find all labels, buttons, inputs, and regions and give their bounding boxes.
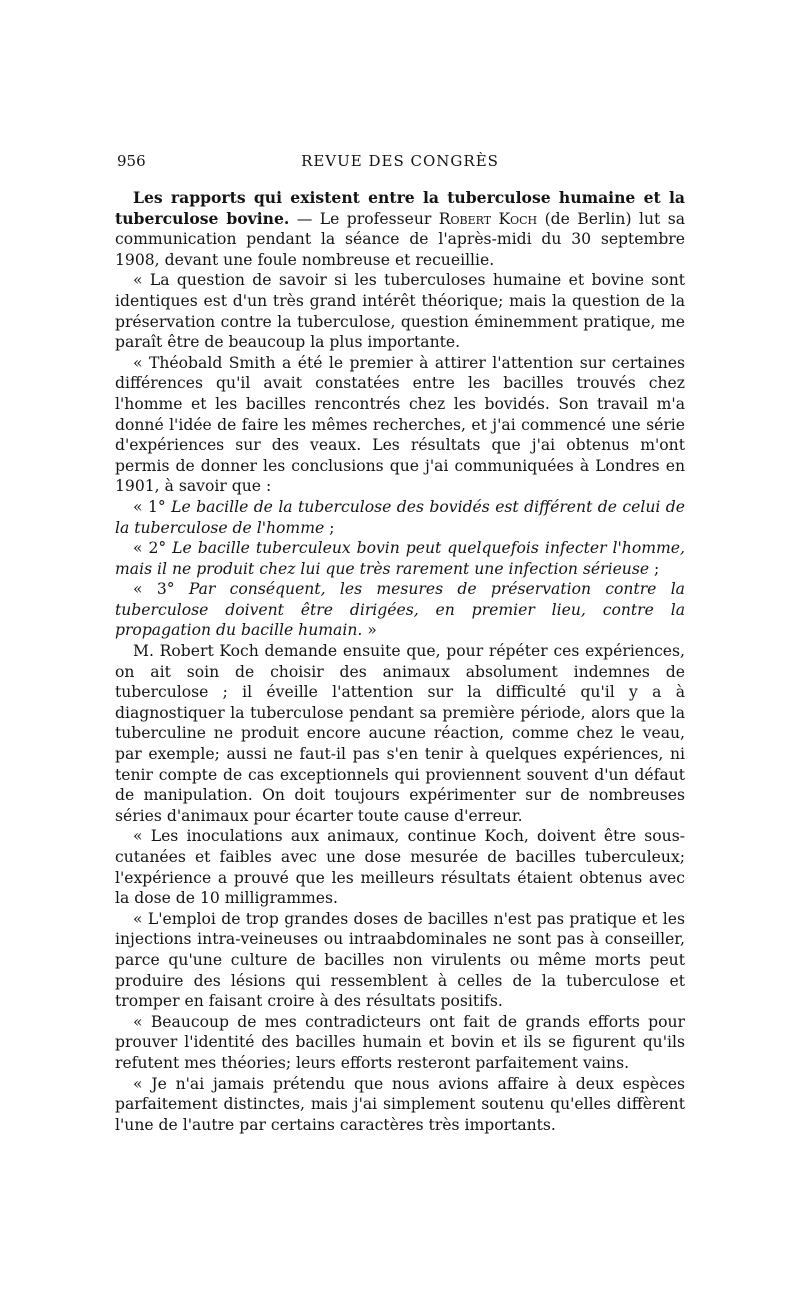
running-head <box>115 150 685 174</box>
paragraph-3: M. Robert Koch demande ensuite que, pour répéter ces expériences, on ait soin de choisir des animaux absolument indemnes de tuberculose ; il éveille l'attention sur la difficulté qu'il y a à diagnostiquer la tuberculose pendant sa première période, alors que la tuberculine ne produit encore aucune réaction, comme chez le veau, par exemple; aussi ne faut-il pas s'en tenir à quelques expériences, ni tenir compte de cas exceptionnels qui proviennent souvent d'un défaut de manipulation. On doit toujours expérimenter sur de nombreuses séries d'animaux pour écarter toute cause d'erreur. <box>115 642 685 825</box>
conclusion-1-end: ; <box>324 518 335 537</box>
paragraph-2: « Théobald Smith a été le premier à attirer l'attention sur certaines différences qu'il avait constatées entre les bacilles trouvés chez l'homme et les bacilles rencontrés chez les bovidés. Son travail m'a donné l'idée de faire les mêmes recherches, et j'ai commencé une série d'expériences sur des veaux. Les résultats que j'ai obtenus m'ont permis de donner les conclusions que j'ai communiquées à Londres en 1901, à savoir que : <box>115 353 685 496</box>
conclusion-3-number: « 3° <box>133 580 189 599</box>
conclusion-3-text: Par conséquent, les mesures de préservation contre la tuberculose doivent être dirigées, en premier lieu, contre la propagation du bacille humain. <box>115 580 685 640</box>
conclusion-2-end: ; <box>649 559 660 578</box>
paragraph-5: « L'emploi de trop grandes doses de bacilles n'est pas pratique et les injections intra-veineuses ou intraabdominales ne sont pas à conseiller, parce qu'une culture de bacilles non virulents ou même morts peut produire des lésions qui ressemblent à celles de la tuberculose et tromper en faisant croire à des résultats positifs. <box>115 909 685 1011</box>
conclusion-2-text: Le bacille tuberculeux bovin peut quelquefois infecter l'homme, mais il ne produit chez lui que très rarement une infection sérieuse <box>115 539 685 578</box>
conclusion-2 <box>115 538 685 579</box>
intro-text-2: (de Berlin) lut sa communication pendant la séance de l'après-midi du 30 septembre 1908, devant une foule nombreuse et recueillie. <box>115 209 685 269</box>
intro-text-1: — Le professeur <box>289 209 439 228</box>
journal-title: REVUE DES CONGRÈS <box>301 152 499 170</box>
paragraph-4: « Les inoculations aux animaux, continue Koch, doivent être sous-cutanées et faibles avec une dose mesurée de bacilles tuberculeux; l'expérience a prouvé que les meilleurs résultats étaient obtenus avec la dose de 10 milligrammes. <box>115 827 685 908</box>
article-body <box>115 188 685 1135</box>
article-intro <box>115 188 685 270</box>
article-heading: Les rapports qui existent entre la tuberculose humaine et la tuberculose bovine. <box>115 188 685 228</box>
book-page <box>115 150 685 1135</box>
page-number: 956 <box>117 152 146 170</box>
paragraph-1: « La question de savoir si les tuberculoses humaine et bovine sont identiques est d'un très grand intérêt théorique; mais la question de la préservation contre la tuberculose, question éminemment pratique, me paraît être de beaucoup la plus importante. <box>115 271 685 352</box>
paragraph-7: « Je n'ai jamais prétendu que nous avions affaire à deux espèces parfaitement distinctes, mais j'ai simplement soutenu qu'elles diffèrent l'une de l'autre par certains caractères très importants. <box>115 1074 685 1134</box>
conclusion-2-number: « 2° <box>133 539 173 558</box>
author-name: Robert Koch <box>438 209 538 228</box>
conclusion-3 <box>115 579 685 641</box>
conclusion-1 <box>115 497 685 538</box>
conclusion-1-text: Le bacille de la tuberculose des bovidés est différent de celui de la tuberculose de l'homme <box>115 497 685 537</box>
paragraph-6: « Beaucoup de mes contradicteurs ont fait de grands efforts pour prouver l'identité des bacilles humain et bovin et ils se figurent qu'ils refutent mes théories; leurs efforts resteront parfaitement vains. <box>115 1012 685 1072</box>
conclusion-3-end: » <box>362 621 377 640</box>
conclusion-1-number: « 1° <box>133 497 172 516</box>
